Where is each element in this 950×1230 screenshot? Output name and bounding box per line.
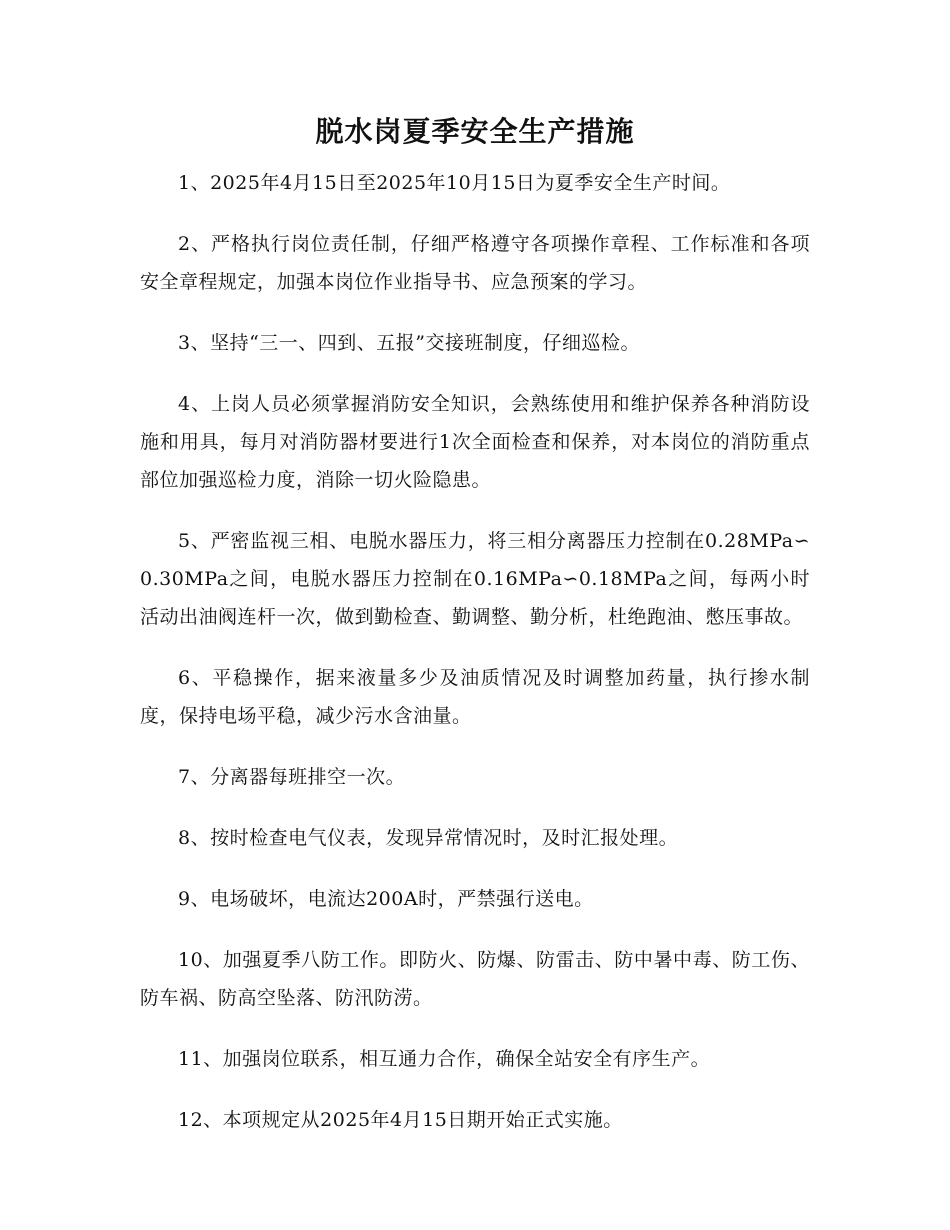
paragraph-9: 9、电场破坏，电流达200A时，严禁强行送电。 xyxy=(178,888,594,910)
paragraph-6: 6、平稳操作，据来液量多少及油质情况及时调整加药量，执行掺水制度，保持电场平稳，减少污水含油量。 xyxy=(140,667,810,727)
paragraph-10: 10、加强夏季八防工作。即防火、防爆、防雷击、防中暑中毒、防工伤、防车祸、防高空坠落、防汛防涝。 xyxy=(140,949,810,1009)
paragraph-7: 7、分离器每班排空一次。 xyxy=(178,766,406,788)
document-title: 脱水岗夏季安全生产措施 xyxy=(315,115,635,148)
paragraph-5: 5、严密监视三相、电脱水器压力，将三相分离器压力控制在0.28MPa∽0.30MPa之间，电脱水器压力控制在0.16MPa∽0.18MPa之间，每两小时活动出油阀连杆一次，做到勤检查、勤调整、勤分析，杜绝跑油、憋压事故。 xyxy=(140,530,810,628)
paragraph-3: 3、坚持“三一、四到、五报”交接班制度，仔细巡检。 xyxy=(178,332,641,354)
paragraph-8: 8、按时检查电气仪表，发现异常情况时，及时汇报处理。 xyxy=(178,827,679,849)
paragraph-4: 4、上岗人员必须掌握消防安全知识，会熟练使用和维护保养各种消防设施和用具，每月对消防器材要进行1次全面检查和保养，对本岗位的消防重点部位加强巡检力度，消除一切火险隐患。 xyxy=(140,393,810,491)
paragraph-1: 1、2025年4月15日至2025年10月15日为夏季安全生产时间。 xyxy=(178,172,731,194)
document-body xyxy=(140,164,810,1162)
paragraph-2: 2、严格执行岗位责任制，仔细严格遵守各项操作章程、工作标准和各项安全章程规定，加强本岗位作业指导书、应急预案的学习。 xyxy=(140,233,810,293)
paragraph-12: 12、本项规定从2025年4月15日期开始正式实施。 xyxy=(178,1109,623,1131)
paragraph-11: 11、加强岗位联系，相互通力合作，确保全站安全有序生产。 xyxy=(178,1048,711,1070)
